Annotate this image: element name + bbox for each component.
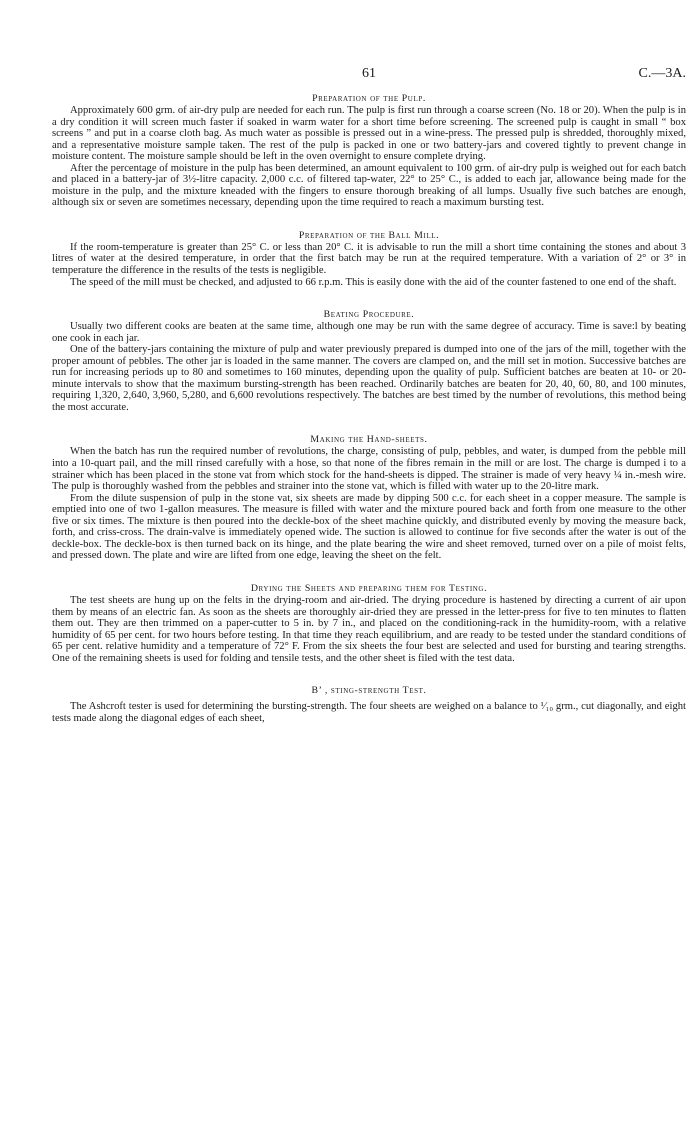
section-drying-sheets xyxy=(52,582,686,664)
section-heading: B’ , sting-strength Test. xyxy=(311,685,427,697)
section-preparation-of-ball-mill xyxy=(52,229,686,288)
paragraph: If the room-temperature is greater than 25° C. or less than 20° C. it is advisable to run the mill a short time containing the stones and about 3 litres of water at the desired temperature, in order that the first batch may be run at the required temperature. With a variation of 2° or 3° in temperature the difference in the results of the tests is negligible. xyxy=(52,241,686,277)
document-code: C.—3A. xyxy=(638,66,686,81)
section-beating-procedure xyxy=(52,308,686,413)
paragraph: One of the battery-jars containing the mixture of pulp and water previously prepared is dumped into one of the jars of the mill, together with the proper amount of pebbles. The other jar is loaded in the same manner. The covers are clamped on, and the mill set in motion. Successive batches are run for increasing periods up to 80 and sometimes to 160 minutes, depending upon the quality of pulp. Sufficient batches are beaten at 10- or 20-minute intervals to show that the maximum bursting-strength has been reached. Ordinarily batches are beaten for 20, 40, 60, 80, and 100 minutes, requiring 1,320, 2,640, 3,960, 5,280, and 6,600 revolutions respectively. The batches are best timed by the number of revolutions, this method being the most accurate. xyxy=(52,344,686,413)
section-heading: Preparation of the Ball Mill. xyxy=(298,229,440,241)
paragraph: Usually two different cooks are beaten at the same time, although one may be run with the same degree of accuracy. Time is save:l by beating one cook in each jar. xyxy=(52,321,686,344)
page-content xyxy=(52,92,686,724)
paragraph: From the dilute suspension of pulp in the stone vat, six sheets are made by dipping 500 c.c. for each sheet in a copper measure. The sample is emptied into one of two 1-gallon measures. The measure is filled with water and the mixture poured back and forth from one measure to the other five or six times. The mixture is then poured into the deckle-box of the sheet machine quickly, and distributed evenly by moving the measure back, forth, and criss-cross. The drain-valve is immediately opened wide. The suction is allowed to continue for five seconds after the water is out of the deckle-box. The deckle-box is then turned back on its hinge, and the plate bearing the wire and sheet removed, turned over on a pile of moist felts, and pressed down. The plate and wire are lifted from one edge, leaving the sheet on the felt. xyxy=(52,492,686,562)
paragraph: Approximately 600 grm. of air-dry pulp are needed for each run. The pulp is first run through a coarse screen (No. 18 or 20). When the pulp is in a dry condition it will screen much faster if soaked in warm water for a short time before screening. The screened pulp is caught in small “ box screens ” and put in a coarse cloth bag. As much water as possible is pressed out in a wine-press. The pressed pulp is shredded, thoroughly mixed, and a representative moisture sample taken. The rest of the pulp is packed in one or two battery-jars and covered tightly to prevent change in moisture content. The moisture sample should be left in the oven overnight to ensure complete drying. xyxy=(52,105,686,163)
page-number: 61 xyxy=(362,66,376,81)
paragraph: After the percentage of moisture in the pulp has been determined, an amount equivalent to 100 grm. of air-dry pulp is weighed out for each batch and placed in a battery-jar of 3½-litre capacity. 2,000 c.c. of filtered tap-water, 22° to 25° C., is added to each jar, allowance being made for the moisture in the pulp, and the mixture kneaded with the fingers to ensure thorough breaking of all lumps. Usually five such batches are enough, although six or seven are sometimes necessary, depending upon the time required to reach a maximum bursting test. xyxy=(52,162,686,209)
section-preparation-of-pulp xyxy=(52,92,686,209)
section-heading: Making the Hand-sheets. xyxy=(310,434,428,446)
section-making-hand-sheets xyxy=(52,433,686,561)
section-bursting-strength-test xyxy=(52,684,686,724)
section-heading: Beating Procedure. xyxy=(323,309,415,321)
section-heading: Drying the Sheets and preparing them for Testing. xyxy=(250,582,488,594)
paragraph: The speed of the mill must be checked, and adjusted to 66 r.p.m. This is easily done with the aid of the counter fastened to one end of the shaft. xyxy=(70,276,677,288)
paragraph: When the batch has run the required number of revolutions, the charge, consisting of pulp, pebbles, and water, is dumped from the pebble mill into a 10-quart pail, and the mill rinsed carefully with a hose, so that none of the fibres remain in the mill or are lost. The charge is dumped i to a strainer which has been placed in the stone vat from which stock for the hand-sheets is dipped. The strainer is made of very heavy ¼ in.-mesh wire. The pulp is thoroughly washed from the pebbles and strainer into the stone vat, which is filled with water up to the 20-litre mark. xyxy=(52,446,686,493)
page-header xyxy=(52,66,686,82)
paragraph: The test sheets are hung up on the felts in the drying-room and air-dried. The drying procedure is hastened by directing a current of air upon them by means of an electric fan. As soon as the sheets are thoroughly air-dried they are pressed in the letter-press for five to ten minutes to flatten them out. They are then trimmed on a paper-cutter to 5 in. by 7 in., and placed on the conditioning-rack in the humidity-room, with a relative humidity of 65 per cent. for two hours before testing. In that time they reach equilibrium, and are ready to be tested under the standard conditions of 65 per cent. relative humidity and a temperature of 72° F. From the six sheets the four best are selected and used for bursting and tearing strengths. One of the remaining sheets is used for folding and tensile tests, and the other sheet is filed with the test data. xyxy=(52,594,686,664)
section-heading: Preparation of the Pulp. xyxy=(312,93,426,104)
paragraph: The Ashcroft tester is used for determining the bursting-strength. The four sheets are weighed on a balance to ¹⁄₁₀ grm., cut diagonally, and eight tests made along the diagonal edges of each sheet, xyxy=(52,701,686,724)
